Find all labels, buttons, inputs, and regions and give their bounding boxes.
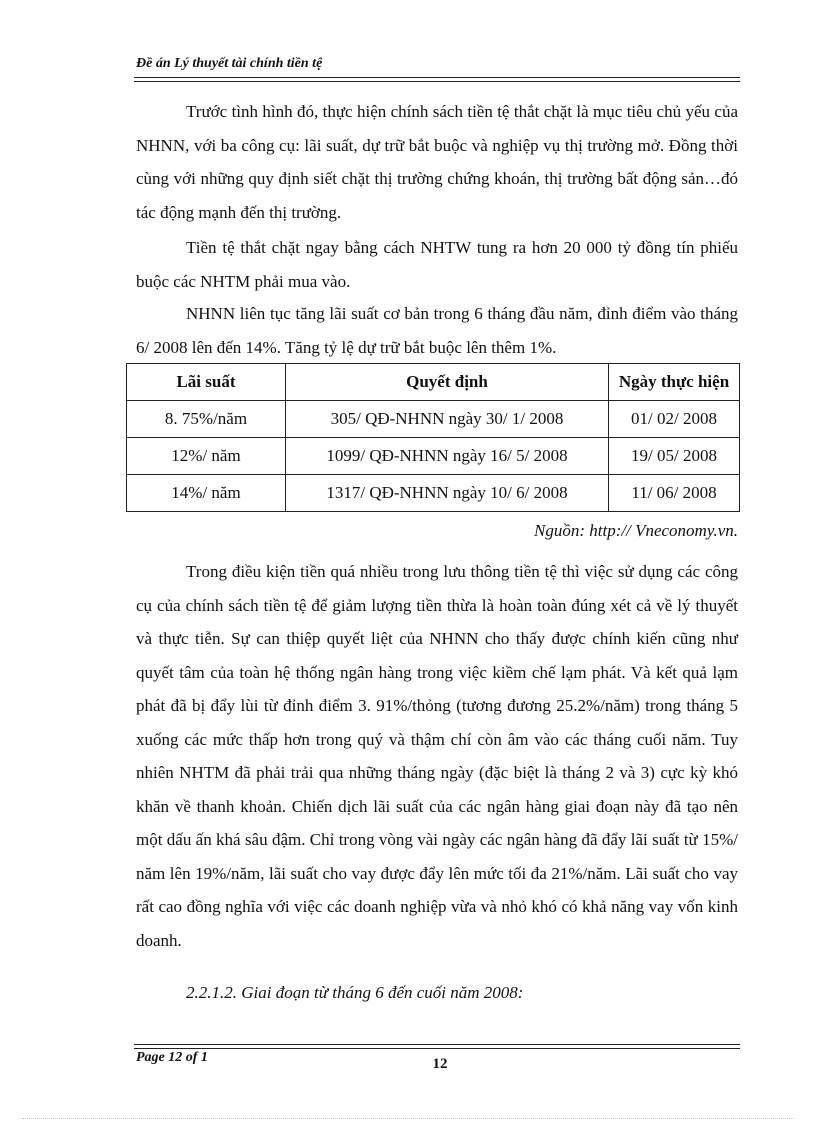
footer-rule bbox=[134, 1044, 740, 1049]
interest-rate-table bbox=[126, 363, 740, 512]
paragraph-policy-context: Trước tình hình đó, thực hiện chính sách tiền tệ thắt chặt là mục tiêu chủ yếu của NHNN, với ba công cụ: lãi suất, dự trữ bắt buộc và nghiệp vụ thị trường mở. Đồng thời cùng với những quy định siết chặt thị trường chứng khoán, thị trường bất động sản…đó tác động mạnh đến thị trường. bbox=[136, 102, 738, 222]
page-bottom-edge bbox=[22, 1118, 794, 1119]
footer-page-label: Page 12 of 1 bbox=[136, 1050, 208, 1065]
table-header-row bbox=[127, 364, 740, 401]
cell-rate: 14%/ năm bbox=[127, 475, 286, 512]
cell-decision: 1317/ QĐ-NHNN ngày 10/ 6/ 2008 bbox=[286, 475, 609, 512]
table-row bbox=[127, 475, 740, 512]
cell-decision: 305/ QĐ-NHNN ngày 30/ 1/ 2008 bbox=[286, 401, 609, 438]
cell-decision: 1099/ QĐ-NHNN ngày 16/ 5/ 2008 bbox=[286, 438, 609, 475]
table-row bbox=[127, 401, 740, 438]
cell-effective-date: 19/ 05/ 2008 bbox=[609, 438, 740, 475]
section-subheading: 2.2.1.2. Giai đoạn từ tháng 6 đến cuối năm 2008: bbox=[186, 983, 524, 1002]
footer-page-number: 12 bbox=[432, 1056, 448, 1072]
paragraph-analysis: Trong điều kiện tiền quá nhiều trong lưu thông tiền tệ thì việc sử dụng các công cụ của chính sách tiền tệ để giảm lượng tiền thừa là hoàn toàn đúng xét cả về lý thuyết và thực tiễn. Sự can thiệp quyết liệt của NHNN cho thấy được chính kiến cũng như quyết tâm của toàn hệ thống ngân hàng trong việc kiềm chế lạm phát. Và kết quả lạm phát đã bị đẩy lùi từ đỉnh điểm 3. 91%/thỏng (tương đương 25.2%/năm) trong tháng 5 xuống các mức thấp hơn trong quý và thậm chí còn âm vào các tháng cuối năm. Tuy nhiên NHTM đã phải trải qua những tháng ngày (đặc biệt là tháng 2 và 3) cực kỳ khó khăn về thanh khoản. Chiến dịch lãi suất của các ngân hàng giai đoạn này đã tạo nên một dấu ấn khá sâu đậm. Chỉ trong vòng vài ngày các ngân hàng đã đẩy lãi suất từ 15%/ năm lên 19%/năm, lãi suất cho vay được đẩy lên mức tối đa 21%/năm. Lãi suất cho vay rất cao đồng nghĩa với việc các doanh nghiệp vừa và nhỏ khó có khả năng vay vốn kinh doanh. bbox=[136, 562, 738, 950]
cell-rate: 12%/ năm bbox=[127, 438, 286, 475]
cell-rate: 8. 75%/năm bbox=[127, 401, 286, 438]
cell-effective-date: 11/ 06/ 2008 bbox=[609, 475, 740, 512]
table-source-note: Nguồn: http:// Vneconomy.vn. bbox=[534, 521, 738, 540]
table-row bbox=[127, 438, 740, 475]
cell-effective-date: 01/ 02/ 2008 bbox=[609, 401, 740, 438]
header-rule bbox=[134, 77, 740, 82]
paragraph-base-rate: NHNN liên tục tăng lãi suất cơ bản trong 6 tháng đầu năm, đỉnh điểm vào tháng 6/ 2008 lên đến 14%. Tăng tỷ lệ dự trữ bắt buộc lên thêm 1%. bbox=[136, 304, 738, 357]
paragraph-treasury-bills: Tiền tệ thắt chặt ngay bằng cách NHTW tung ra hơn 20 000 tỷ đồng tín phiếu buộc các NHTM phải mua vào. bbox=[136, 238, 738, 291]
column-header-decision: Quyết định bbox=[286, 364, 609, 401]
column-header-effective-date: Ngày thực hiện bbox=[609, 364, 740, 401]
document-header-title: Đề án Lý thuyết tài chính tiền tệ bbox=[136, 56, 323, 71]
column-header-rate: Lãi suất bbox=[127, 364, 286, 401]
